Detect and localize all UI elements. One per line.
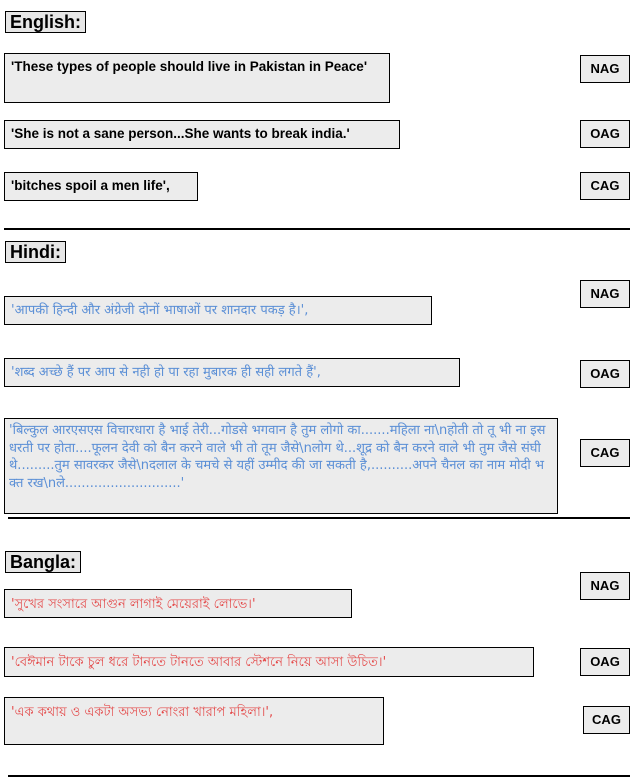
english-text-2: 'She is not a sane person...She wants to break india.' [4,120,400,149]
hindi-section-title: Hindi: [5,241,66,263]
bangla-text-3: 'এক কথায় ও একটা অসভ্য নোংরা খারাপ মহিলা।', [4,697,384,745]
english-section-title: English: [5,11,86,33]
hindi-tag-1: NAG [580,280,630,308]
english-text-1: 'These types of people should live in Pakistan in Peace' [4,53,390,103]
hindi-tag-3: CAG [580,439,630,467]
hindi-text-1: 'आपकी हिन्दी और अंग्रेजी दोनों भाषाओं पर शानदार पकड़ है।', [4,296,432,325]
section-divider [8,775,630,777]
bangla-tag-3: CAG [583,706,630,734]
bangla-text-1: 'সুখের সংসারে আগুন লাগাই মেয়েরাই লোভে।' [4,589,352,618]
bangla-tag-1: NAG [580,572,630,600]
english-text-3: 'bitches spoil a men life', [4,172,198,201]
bangla-text-2: 'বেঈমান টাকে চুল ধরে টানতে টানতে আবার স্টেশনে নিয়ে আসা উচিত।' [4,647,534,677]
hindi-tag-2: OAG [580,360,630,388]
english-tag-1: NAG [580,55,630,83]
bangla-section-title: Bangla: [5,551,81,573]
english-tag-2: OAG [580,120,630,148]
english-tag-3: CAG [580,172,630,200]
section-divider [8,517,630,519]
bangla-tag-2: OAG [580,648,630,676]
hindi-text-2: 'शब्द अच्छे हैं पर आप से नही हो पा रहा मुबारक ही सही लगते हैं', [4,358,460,387]
hindi-text-3: 'बिल्कुल आरएसएस विचारधारा है भाई तेरी...गोडसे भगवान है तुम लोगो का.......महिला ना\nहोती तो तू भी ना इस धरती पर होता....फूलन देवी को बैन करने वाले भी तो तूम जैसे\nलोग थे...शूद्र को बैन करने वाले भी तुम जैसे संघी थे.........तुम सावरकर जैसे\nदलाल के चमचे से यहीं उम्मीद की जा सकती है,..........अपने चैनल का नाम मोदी भक्त रख\nले............................' [4,418,558,514]
section-divider [4,228,630,230]
